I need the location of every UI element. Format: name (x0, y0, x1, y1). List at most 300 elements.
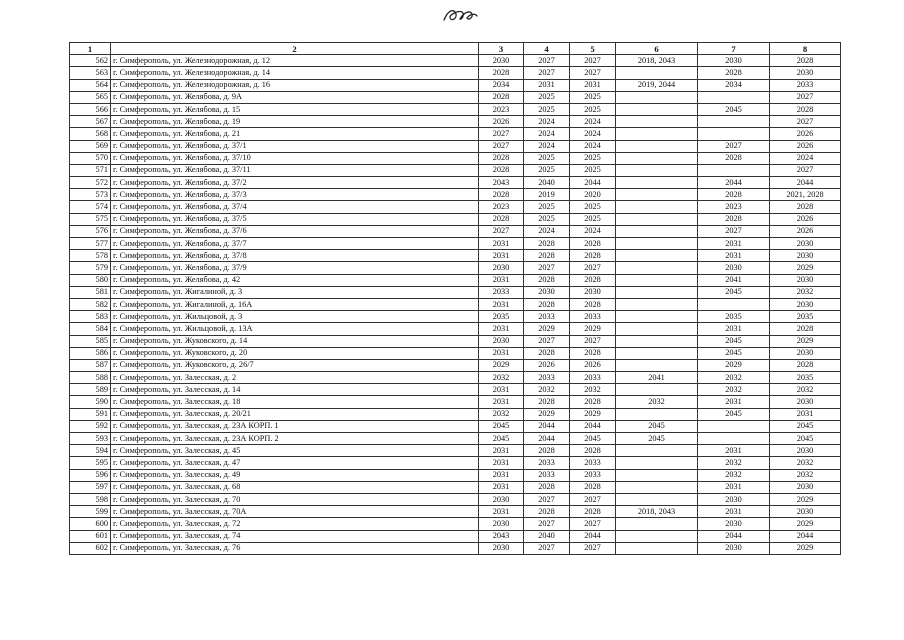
cell-row-number: 583 (70, 311, 111, 323)
cell-col-4: 2028 (524, 250, 570, 262)
cell-col-8: 2029 (770, 493, 841, 505)
cell-col-6: 2019, 2044 (616, 79, 698, 91)
cell-col-5: 2025 (570, 201, 616, 213)
cell-col-8: 2028 (770, 323, 841, 335)
cell-col-4: 2025 (524, 201, 570, 213)
cell-col-6 (616, 152, 698, 164)
cell-col-5: 2020 (570, 189, 616, 201)
cell-col-3: 2043 (479, 530, 524, 542)
cell-col-3: 2043 (479, 177, 524, 189)
cell-col-6 (616, 286, 698, 298)
cell-row-number: 573 (70, 189, 111, 201)
cell-row-number: 575 (70, 213, 111, 225)
cell-row-number: 570 (70, 152, 111, 164)
cell-row-number: 595 (70, 457, 111, 469)
cell-row-number: 582 (70, 298, 111, 310)
table-row (70, 384, 841, 396)
cell-col-4: 2024 (524, 225, 570, 237)
cell-address: г. Симферополь, ул. Залесская, д. 68 (111, 481, 479, 493)
cell-col-3: 2045 (479, 420, 524, 432)
cell-col-3: 2031 (479, 481, 524, 493)
cell-col-4: 2029 (524, 408, 570, 420)
table-row (70, 103, 841, 115)
cell-row-number: 568 (70, 128, 111, 140)
cell-col-3: 2031 (479, 347, 524, 359)
cell-col-3: 2027 (479, 140, 524, 152)
table-row (70, 372, 841, 384)
cell-col-8: 2044 (770, 530, 841, 542)
cell-col-7: 2032 (698, 372, 770, 384)
table-row (70, 420, 841, 432)
table-row (70, 481, 841, 493)
cell-col-6 (616, 518, 698, 530)
cell-address: г. Симферополь, ул. Залесская, д. 45 (111, 445, 479, 457)
cell-col-4: 2027 (524, 55, 570, 67)
cell-col-5: 2028 (570, 238, 616, 250)
column-header-5: 5 (570, 43, 616, 55)
cell-col-6 (616, 481, 698, 493)
cell-col-5: 2028 (570, 445, 616, 457)
cell-row-number: 597 (70, 481, 111, 493)
cell-col-7: 2045 (698, 347, 770, 359)
cell-col-5: 2027 (570, 518, 616, 530)
cell-row-number: 599 (70, 506, 111, 518)
cell-col-3: 2028 (479, 164, 524, 176)
cell-col-7: 2023 (698, 201, 770, 213)
cell-col-6 (616, 298, 698, 310)
cell-col-4: 2031 (524, 79, 570, 91)
table-row (70, 469, 841, 481)
cell-col-8: 2021, 2028 (770, 189, 841, 201)
table-row (70, 238, 841, 250)
cell-col-8: 2028 (770, 55, 841, 67)
cell-col-8: 2030 (770, 274, 841, 286)
cell-col-6 (616, 189, 698, 201)
cell-col-8: 2027 (770, 91, 841, 103)
cell-col-6 (616, 359, 698, 371)
cell-col-8: 2032 (770, 457, 841, 469)
cell-col-4: 2028 (524, 238, 570, 250)
cell-address: г. Симферополь, ул. Жильцовой, д. 3 (111, 311, 479, 323)
table-row (70, 298, 841, 310)
handwritten-signature-icon (440, 4, 480, 26)
column-header-4: 4 (524, 43, 570, 55)
cell-col-4: 2040 (524, 530, 570, 542)
cell-address: г. Симферополь, ул. Залесская, д. 76 (111, 542, 479, 554)
cell-row-number: 589 (70, 384, 111, 396)
table-body (70, 55, 841, 555)
table-row (70, 67, 841, 79)
cell-col-5: 2028 (570, 396, 616, 408)
cell-col-4: 2040 (524, 177, 570, 189)
cell-col-8: 2030 (770, 298, 841, 310)
cell-col-3: 2023 (479, 201, 524, 213)
cell-col-6 (616, 164, 698, 176)
cell-col-6 (616, 201, 698, 213)
cell-row-number: 578 (70, 250, 111, 262)
table-row (70, 225, 841, 237)
cell-row-number: 566 (70, 103, 111, 115)
cell-address: г. Симферополь, ул. Залесская, д. 23А КОРП. 2 (111, 433, 479, 445)
cell-col-5: 2033 (570, 469, 616, 481)
cell-col-5: 2033 (570, 457, 616, 469)
table-row (70, 250, 841, 262)
cell-col-5: 2026 (570, 359, 616, 371)
cell-col-4: 2027 (524, 542, 570, 554)
cell-col-5: 2044 (570, 530, 616, 542)
cell-address: г. Симферополь, ул. Залесская, д. 18 (111, 396, 479, 408)
cell-col-7: 2030 (698, 542, 770, 554)
cell-col-5: 2025 (570, 164, 616, 176)
cell-col-3: 2030 (479, 55, 524, 67)
cell-col-8: 2030 (770, 481, 841, 493)
cell-col-4: 2028 (524, 481, 570, 493)
cell-col-4: 2025 (524, 91, 570, 103)
cell-col-5: 2044 (570, 420, 616, 432)
column-header-3: 3 (479, 43, 524, 55)
cell-col-3: 2031 (479, 469, 524, 481)
cell-col-7: 2030 (698, 518, 770, 530)
table-row (70, 335, 841, 347)
cell-col-4: 2032 (524, 384, 570, 396)
cell-address: г. Симферополь, ул. Залесская, д. 70А (111, 506, 479, 518)
cell-row-number: 572 (70, 177, 111, 189)
cell-col-3: 2028 (479, 152, 524, 164)
cell-col-8: 2029 (770, 518, 841, 530)
table-row (70, 286, 841, 298)
cell-col-4: 2024 (524, 116, 570, 128)
cell-col-7: 2034 (698, 79, 770, 91)
cell-col-6 (616, 250, 698, 262)
cell-col-4: 2027 (524, 493, 570, 505)
cell-col-4: 2044 (524, 420, 570, 432)
cell-col-8: 2028 (770, 103, 841, 115)
cell-address: г. Симферополь, ул. Желябова, д. 37/3 (111, 189, 479, 201)
cell-col-4: 2033 (524, 372, 570, 384)
cell-col-4: 2029 (524, 323, 570, 335)
cell-col-6 (616, 469, 698, 481)
cell-col-7: 2045 (698, 335, 770, 347)
cell-col-7: 2027 (698, 140, 770, 152)
table-row (70, 457, 841, 469)
cell-col-7: 2028 (698, 67, 770, 79)
cell-col-5: 2025 (570, 213, 616, 225)
cell-address: г. Симферополь, ул. Залесская, д. 72 (111, 518, 479, 530)
cell-row-number: 585 (70, 335, 111, 347)
cell-address: г. Симферополь, ул. Желябова, д. 37/9 (111, 262, 479, 274)
cell-row-number: 574 (70, 201, 111, 213)
table-row (70, 311, 841, 323)
cell-row-number: 569 (70, 140, 111, 152)
cell-col-5: 2027 (570, 55, 616, 67)
cell-row-number: 600 (70, 518, 111, 530)
cell-row-number: 584 (70, 323, 111, 335)
cell-col-6: 2041 (616, 372, 698, 384)
cell-col-3: 2030 (479, 335, 524, 347)
table-row (70, 530, 841, 542)
cell-row-number: 577 (70, 238, 111, 250)
cell-col-7: 2032 (698, 384, 770, 396)
cell-address: г. Симферополь, ул. Жигалиной, д. 3 (111, 286, 479, 298)
cell-col-7: 2028 (698, 189, 770, 201)
cell-col-5: 2028 (570, 347, 616, 359)
cell-col-3: 2031 (479, 457, 524, 469)
cell-col-6 (616, 213, 698, 225)
table-row (70, 396, 841, 408)
cell-col-8: 2027 (770, 116, 841, 128)
cell-col-8: 2026 (770, 213, 841, 225)
cell-col-8: 2030 (770, 238, 841, 250)
cell-col-7: 2045 (698, 408, 770, 420)
cell-row-number: 602 (70, 542, 111, 554)
cell-col-6 (616, 140, 698, 152)
cell-col-8: 2030 (770, 250, 841, 262)
cell-col-4: 2026 (524, 359, 570, 371)
table-row (70, 55, 841, 67)
cell-col-7: 2031 (698, 250, 770, 262)
cell-col-7: 2031 (698, 323, 770, 335)
cell-col-8: 2035 (770, 311, 841, 323)
cell-col-7: 2044 (698, 177, 770, 189)
cell-col-7: 2041 (698, 274, 770, 286)
cell-col-7: 2031 (698, 506, 770, 518)
cell-address: г. Симферополь, ул. Желябова, д. 37/7 (111, 238, 479, 250)
cell-col-8: 2045 (770, 420, 841, 432)
table-row (70, 359, 841, 371)
cell-col-3: 2028 (479, 67, 524, 79)
cell-col-6 (616, 347, 698, 359)
cell-col-8: 2033 (770, 79, 841, 91)
cell-col-7: 2029 (698, 359, 770, 371)
cell-row-number: 587 (70, 359, 111, 371)
cell-col-8: 2026 (770, 140, 841, 152)
cell-col-8: 2044 (770, 177, 841, 189)
cell-col-5: 2027 (570, 67, 616, 79)
cell-col-8: 2028 (770, 201, 841, 213)
cell-col-6 (616, 445, 698, 457)
cell-col-7 (698, 116, 770, 128)
cell-col-5: 2045 (570, 433, 616, 445)
cell-row-number: 601 (70, 530, 111, 542)
cell-col-4: 2028 (524, 396, 570, 408)
table-row (70, 152, 841, 164)
cell-col-6 (616, 225, 698, 237)
cell-col-4: 2024 (524, 128, 570, 140)
cell-row-number: 579 (70, 262, 111, 274)
cell-col-7: 2030 (698, 55, 770, 67)
cell-row-number: 564 (70, 79, 111, 91)
table-row (70, 542, 841, 554)
table-row (70, 116, 841, 128)
table-row (70, 79, 841, 91)
cell-col-3: 2035 (479, 311, 524, 323)
cell-col-6 (616, 274, 698, 286)
cell-row-number: 591 (70, 408, 111, 420)
cell-col-3: 2031 (479, 250, 524, 262)
cell-col-3: 2028 (479, 189, 524, 201)
cell-col-6 (616, 542, 698, 554)
cell-col-5: 2025 (570, 91, 616, 103)
cell-row-number: 594 (70, 445, 111, 457)
cell-col-3: 2028 (479, 213, 524, 225)
cell-col-5: 2025 (570, 152, 616, 164)
cell-col-4: 2027 (524, 67, 570, 79)
cell-col-6: 2018, 2043 (616, 506, 698, 518)
cell-col-5: 2029 (570, 408, 616, 420)
cell-address: г. Симферополь, ул. Желябова, д. 21 (111, 128, 479, 140)
cell-col-6 (616, 177, 698, 189)
cell-col-4: 2028 (524, 506, 570, 518)
cell-col-6: 2018, 2043 (616, 55, 698, 67)
cell-address: г. Симферополь, ул. Желябова, д. 37/8 (111, 250, 479, 262)
cell-col-7 (698, 128, 770, 140)
cell-row-number: 567 (70, 116, 111, 128)
cell-address: г. Симферополь, ул. Желябова, д. 37/5 (111, 213, 479, 225)
cell-col-4: 2027 (524, 262, 570, 274)
cell-col-5: 2030 (570, 286, 616, 298)
cell-col-6 (616, 238, 698, 250)
cell-col-5: 2024 (570, 225, 616, 237)
cell-col-6 (616, 384, 698, 396)
cell-col-8: 2045 (770, 433, 841, 445)
cell-row-number: 576 (70, 225, 111, 237)
cell-col-3: 2030 (479, 542, 524, 554)
cell-row-number: 586 (70, 347, 111, 359)
cell-col-8: 2028 (770, 359, 841, 371)
cell-col-4: 2028 (524, 445, 570, 457)
cell-col-8: 2030 (770, 445, 841, 457)
cell-address: г. Симферополь, ул. Залесская, д. 14 (111, 384, 479, 396)
cell-col-8: 2031 (770, 408, 841, 420)
cell-col-8: 2030 (770, 67, 841, 79)
cell-col-3: 2028 (479, 91, 524, 103)
cell-col-4: 2033 (524, 457, 570, 469)
cell-col-7: 2028 (698, 152, 770, 164)
cell-col-8: 2030 (770, 396, 841, 408)
cell-col-6: 2032 (616, 396, 698, 408)
column-header-8: 8 (770, 43, 841, 55)
cell-col-5: 2024 (570, 140, 616, 152)
cell-col-3: 2032 (479, 372, 524, 384)
cell-col-3: 2034 (479, 79, 524, 91)
cell-address: г. Симферополь, ул. Железнодорожная, д. 14 (111, 67, 479, 79)
cell-address: г. Симферополь, ул. Желябова, д. 15 (111, 103, 479, 115)
cell-row-number: 571 (70, 164, 111, 176)
cell-col-8: 2030 (770, 347, 841, 359)
table-row (70, 274, 841, 286)
cell-col-6 (616, 67, 698, 79)
cell-col-7: 2044 (698, 530, 770, 542)
cell-col-8: 2029 (770, 262, 841, 274)
cell-col-7: 2031 (698, 481, 770, 493)
cell-col-6 (616, 323, 698, 335)
cell-col-5: 2027 (570, 262, 616, 274)
cell-col-7: 2032 (698, 469, 770, 481)
cell-col-7 (698, 433, 770, 445)
cell-col-8: 2029 (770, 335, 841, 347)
cell-col-7: 2045 (698, 103, 770, 115)
cell-address: г. Симферополь, ул. Железнодорожная, д. 16 (111, 79, 479, 91)
cell-row-number: 598 (70, 493, 111, 505)
cell-col-3: 2031 (479, 298, 524, 310)
cell-col-5: 2033 (570, 311, 616, 323)
cell-col-7 (698, 91, 770, 103)
column-header-6: 6 (616, 43, 698, 55)
cell-col-8: 2032 (770, 384, 841, 396)
cell-col-3: 2030 (479, 262, 524, 274)
cell-col-3: 2030 (479, 493, 524, 505)
cell-address: г. Симферополь, ул. Желябова, д. 19 (111, 116, 479, 128)
cell-col-5: 2025 (570, 103, 616, 115)
cell-address: г. Симферополь, ул. Жуковского, д. 20 (111, 347, 479, 359)
table-row (70, 189, 841, 201)
cell-col-8: 2024 (770, 152, 841, 164)
table-row (70, 140, 841, 152)
cell-row-number: 565 (70, 91, 111, 103)
cell-col-3: 2023 (479, 103, 524, 115)
cell-col-5: 2028 (570, 506, 616, 518)
cell-col-5: 2028 (570, 250, 616, 262)
cell-col-3: 2031 (479, 384, 524, 396)
table-row (70, 408, 841, 420)
cell-col-6 (616, 335, 698, 347)
cell-col-5: 2028 (570, 274, 616, 286)
cell-col-4: 2033 (524, 469, 570, 481)
table-row (70, 177, 841, 189)
cell-col-8: 2026 (770, 128, 841, 140)
cell-col-4: 2024 (524, 140, 570, 152)
cell-col-3: 2027 (479, 225, 524, 237)
cell-col-4: 2044 (524, 433, 570, 445)
cell-col-8: 2032 (770, 286, 841, 298)
cell-col-6 (616, 103, 698, 115)
cell-col-4: 2028 (524, 347, 570, 359)
cell-address: г. Симферополь, ул. Желябова, д. 37/11 (111, 164, 479, 176)
cell-address: г. Симферополь, ул. Жигалиной, д. 16А (111, 298, 479, 310)
cell-col-6 (616, 116, 698, 128)
cell-address: г. Симферополь, ул. Жильцовой, д. 13А (111, 323, 479, 335)
cell-address: г. Симферополь, ул. Залесская, д. 74 (111, 530, 479, 542)
cell-col-6 (616, 262, 698, 274)
cell-address: г. Симферополь, ул. Желябова, д. 37/4 (111, 201, 479, 213)
cell-col-7: 2045 (698, 286, 770, 298)
cell-col-5: 2033 (570, 372, 616, 384)
cell-col-3: 2031 (479, 238, 524, 250)
table-row (70, 164, 841, 176)
cell-address: г. Симферополь, ул. Залесская, д. 70 (111, 493, 479, 505)
cell-col-3: 2031 (479, 506, 524, 518)
table-row (70, 493, 841, 505)
cell-col-7 (698, 420, 770, 432)
table-row (70, 213, 841, 225)
column-header-1: 1 (70, 43, 111, 55)
table-row (70, 201, 841, 213)
cell-col-6 (616, 91, 698, 103)
cell-col-7 (698, 164, 770, 176)
cell-col-3: 2026 (479, 116, 524, 128)
cell-col-7 (698, 298, 770, 310)
cell-address: г. Симферополь, ул. Залесская, д. 2 (111, 372, 479, 384)
table-row (70, 262, 841, 274)
cell-col-4: 2028 (524, 274, 570, 286)
cell-col-4: 2025 (524, 103, 570, 115)
cell-col-6 (616, 408, 698, 420)
cell-col-5: 2027 (570, 493, 616, 505)
cell-col-3: 2033 (479, 286, 524, 298)
cell-col-6 (616, 128, 698, 140)
cell-row-number: 590 (70, 396, 111, 408)
cell-col-3: 2031 (479, 323, 524, 335)
